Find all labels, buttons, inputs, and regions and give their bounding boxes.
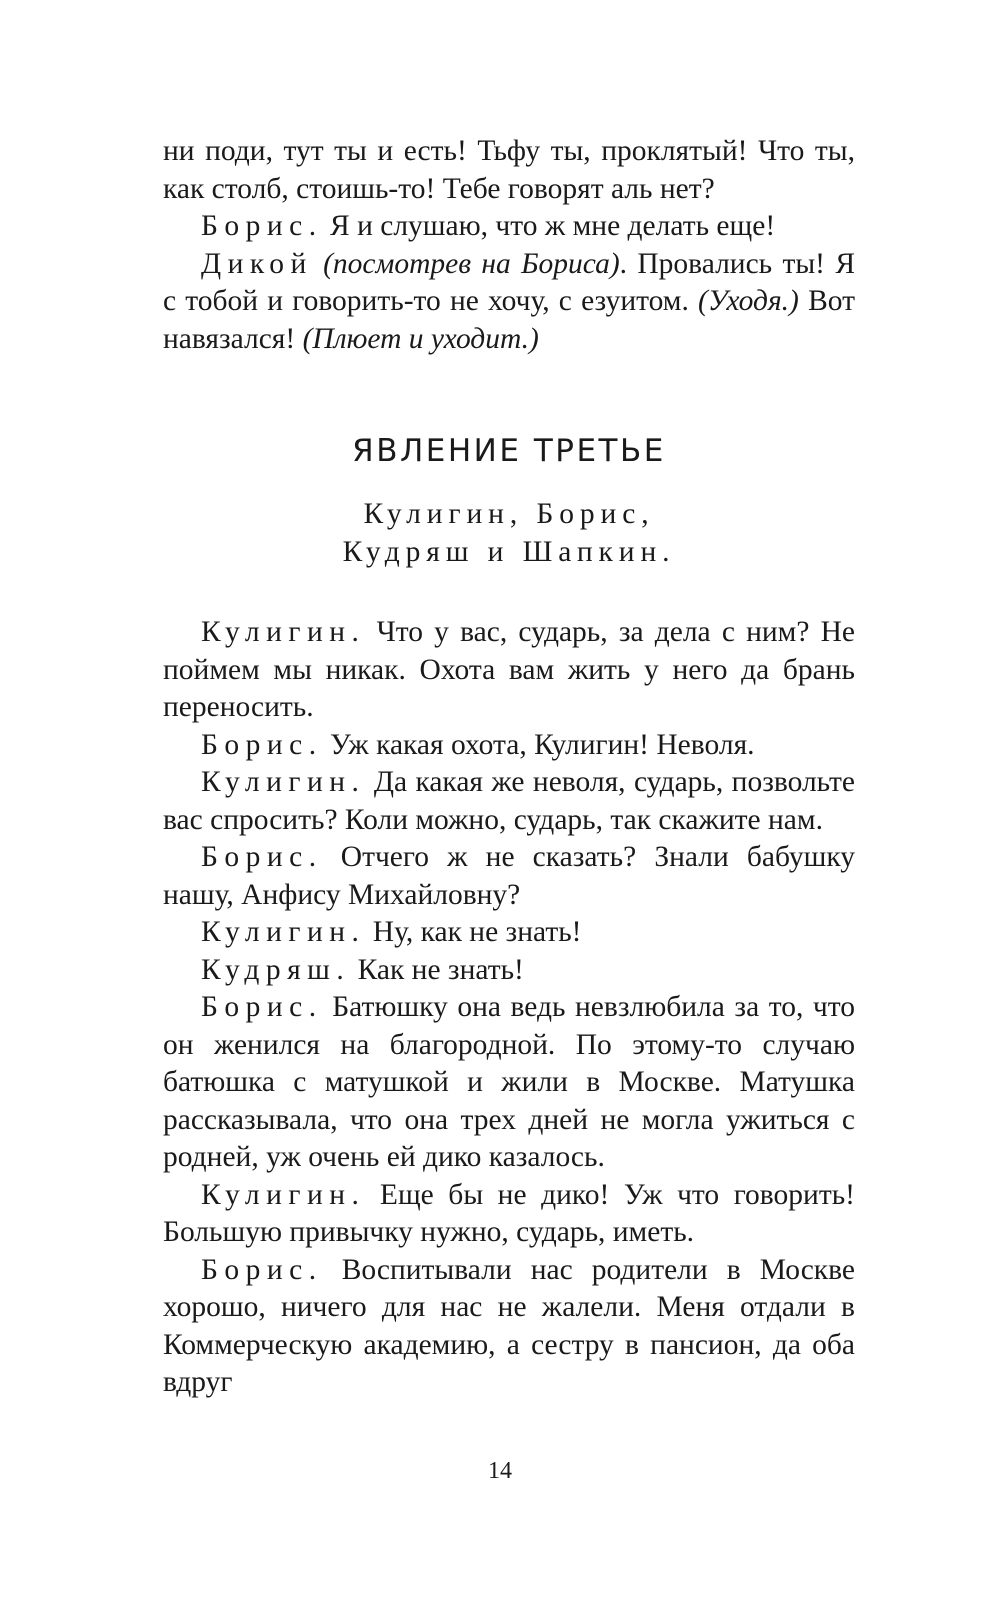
book-page: [163, 133, 855, 1402]
speaker-name: Кулигин.: [201, 616, 366, 648]
dialogue-line: [163, 764, 855, 839]
speech-text: Я и слушаю, что ж мне делать еще!: [322, 210, 776, 242]
cast-list: [163, 495, 855, 571]
speech-text: Воспитывали нас родители в Москве хорошо, ничего для нас не жалели. Меня отдали в Коммерческую академию, а сестру в пансион, да оба вдруг: [163, 1253, 855, 1398]
stage-direction: (Плюет и уходит.): [302, 322, 539, 355]
speech-text: Батюшку она ведь невзлюбила за то, что он женился на благородной. По этому-то случаю батюшка с матушкой и жили в Москве. Матушка рассказывала, что она трех дней не могла ужиться с родней, уж очень ей дико казалось.: [163, 991, 855, 1173]
speaker-name: Кулигин.: [201, 766, 366, 798]
cast-line: Кулигин, Борис,: [363, 498, 655, 530]
speaker-name: Борис.: [201, 210, 323, 242]
speech-text: Да какая же неволя, сударь, позвольте вас спросить? Коли можно, сударь, так скажите нам.: [163, 766, 855, 836]
page-number: 14: [488, 1458, 512, 1484]
paragraph-text: ни поди, тут ты и есть! Тьфу ты, проклятый! Что ты, как столб, стоишь-то! Тебе говорят аль нет?: [163, 135, 855, 205]
speaker-name: Кудряш.: [201, 953, 351, 986]
paragraph: [163, 208, 855, 246]
dialogue-line: [163, 989, 855, 1177]
speaker-name: Борис.: [201, 1253, 323, 1286]
speaker-name: Дикой: [201, 247, 313, 280]
intro-block: [163, 133, 855, 358]
speech-text: Еще бы не дико! Уж что говорить! Большую привычку нужно, сударь, иметь.: [163, 1178, 855, 1248]
speech-text: . Провались ты! Я с тобой и говорить-то не хочу, с езуитом.: [163, 247, 856, 317]
speech-text: Как не знать!: [350, 953, 524, 986]
speech-text: Ну, как не знать!: [365, 916, 582, 948]
speaker-name: Борис.: [201, 991, 323, 1023]
scene-heading: ЯВЛЕНИЕ ТРЕТЬЕ: [352, 433, 666, 469]
dialogue-line: [163, 727, 855, 765]
dialogue-line: [163, 952, 855, 990]
speaker-name: Борис.: [201, 841, 323, 873]
paragraph: [163, 246, 855, 359]
speech-text: Уж какая охота, Кулигин! Неволя.: [322, 728, 755, 761]
speech-text: Отчего ж не сказать? Знали бабушку нашу, Анфису Михайловну?: [163, 841, 855, 911]
dialogue-line: [163, 614, 855, 727]
speaker-name: Борис.: [201, 728, 323, 761]
stage-direction: (посмотрев на Бориса): [323, 247, 620, 280]
speech-text: Вот навязался!: [163, 285, 855, 355]
dialogue-line: [163, 914, 855, 952]
speaker-name: Кулигин.: [201, 1178, 366, 1211]
dialogue-line: [163, 1252, 855, 1402]
stage-direction: (Уходя.): [698, 285, 799, 317]
dialogue-block: [163, 614, 855, 1402]
speaker-name: Кулигин.: [201, 916, 366, 948]
dialogue-line: [163, 839, 855, 914]
speech-text: Что у вас, сударь, за дела с ним? Не поймем мы никак. Охота вам жить у него да брань переносить.: [163, 616, 855, 723]
paragraph: [163, 133, 855, 208]
cast-line: Кудряш и Шапкин.: [342, 536, 676, 568]
dialogue-line: [163, 1177, 855, 1252]
